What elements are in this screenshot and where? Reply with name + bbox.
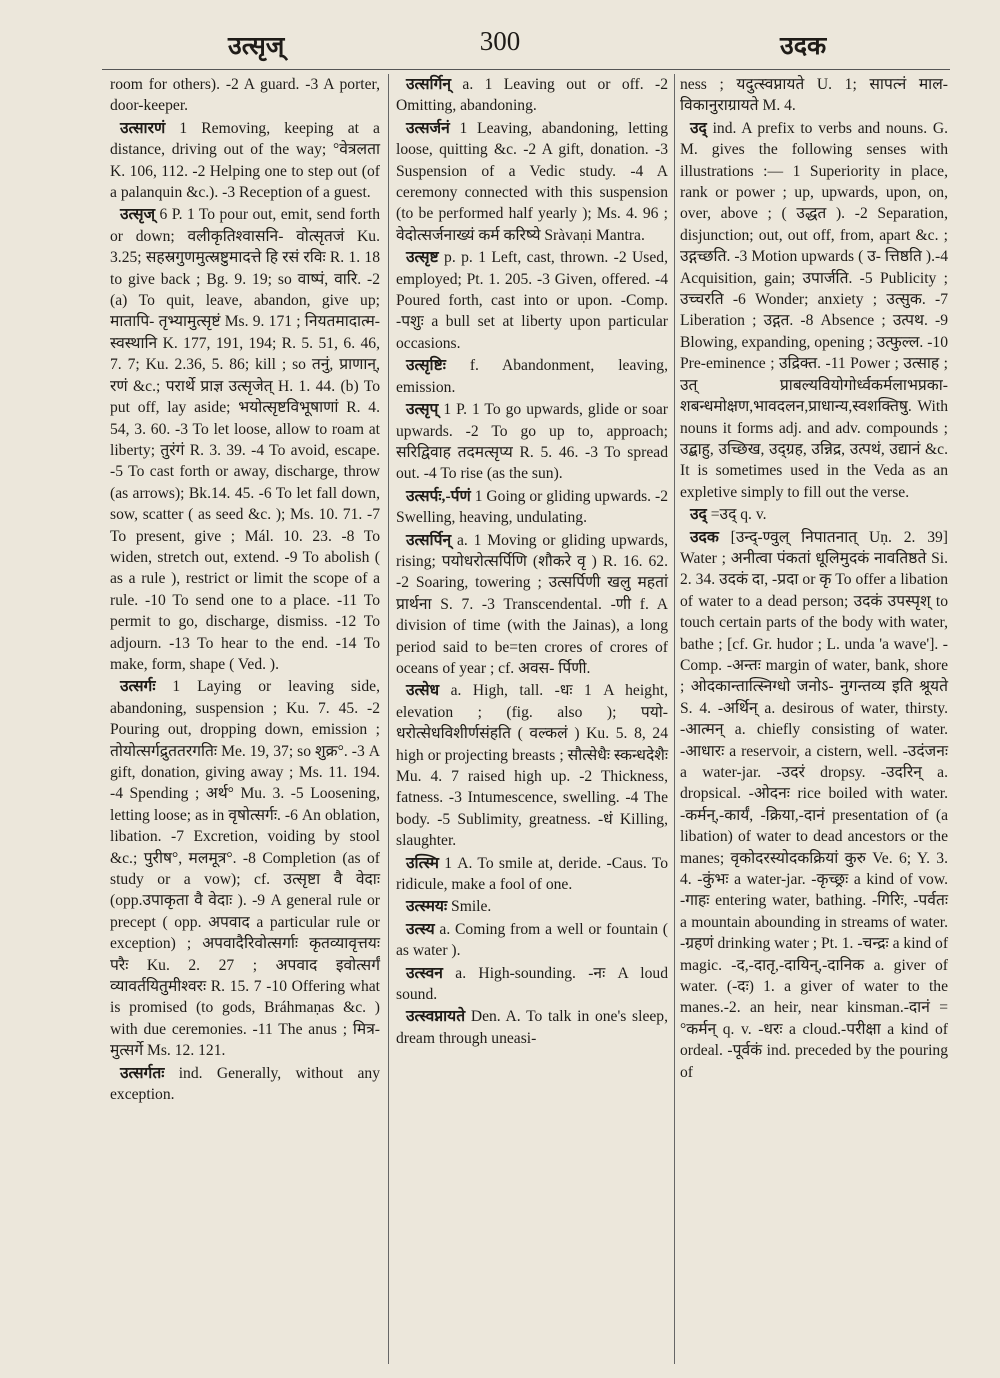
entry-definition: a. High-sounding. -नः A loud sound. bbox=[396, 964, 669, 1004]
entry-headword: उद् bbox=[690, 506, 707, 524]
entry-definition: f. Abandonment, leaving, emission. bbox=[396, 357, 668, 396]
entry-definition: p. p. 1 Left, cast, thrown. -2 Used, employed; Pt. 1. 205. -3 Given, offered. -4 Poured forth, cast into or upon. -Comp. -पशुः a bull set at liberty upon particular occasions. bbox=[396, 249, 668, 352]
entry-definition: room for others). -2 A guard. -3 A porter, door-keeper. bbox=[110, 76, 380, 115]
entry-headword: उत्सारणं bbox=[120, 119, 166, 137]
entry-headword: उत्स्वप्नायते bbox=[406, 1008, 466, 1026]
entry-headword: उत्सृज् bbox=[120, 206, 156, 224]
entry-definition: a. High, tall. -धः 1 A height, elevation ; (fig. also ); पयो- धरोत्सेधविशीर्णसंहति ( वल्कलं ) Ku. 5. 8, 24 high or projecting breasts ; सौत्सेधैः स्कन्धदेशैः Mu. 4. 7 raised high up. -2 Thickness, fatness. -3 Intumescence, swelling. -4 The body. -5 Sublimity, greatness. -धं Killing, slaughter. bbox=[396, 682, 668, 850]
entry-definition: [उन्द्-ण्वुल् निपातनात् Uṇ. 2. 39] Water ; अनीत्वा पंकतां धूलिमुदकं नावतिष्ठते Si. 2. 34. उदकं दा, -प्रदा or कृ To offer a libation of water to a dead person; उदकं उपस्पृश् to touch certain parts of the body with water, bathe ; [cf. Gr. hudor ; L. unda 'a wave']. -Comp. -अन्तः margin of water, bank, shore ; ओदकान्तात्स्निग्धो जनोऽ- नुगन्तव्य इति श्रूयते S. 4. -अर्थिन् a. desirous of water, thirsty. -आत्मन् a. chiefly consisting of water. -आधारः a reservoir, a cistern, well. -उदंजनः a water-jar. -उदरं dropsy. -उदरिन् a. dropsical. -ओदनः rice boiled with water. -कर्मन्,-कार्यं, -क्रिया,-दानं presentation of (a libation) of water to dead ancestors or the manes; वृकोदरस्योदकक्रियां कुरु Ve. 6; Y. 3. 4. -कुंभः a water-jar. -कृच्छ्रः a kind of vow. -गाहः entering water, bathing. -गिरिः, -पर्वतः a mountain abounding in streams of water. -ग्रहणं drinking water ; Pt. 1. -चन्द्रः a kind of magic. -द,-दातृ,-दायिन्,-दानिक a. giver of water. (-दः) 1. a giver of water to the manes.-2. an heir, near kinsman.-दानं = °कर्मन् q. v. -धरः a cloud.-परीक्षा a kind of ordeal. -पूर्वकं ind. preceded by the pouring of bbox=[680, 528, 949, 1081]
dictionary-entry bbox=[396, 963, 668, 1006]
right-running-headword: उदक bbox=[780, 33, 827, 60]
dictionary-entry bbox=[396, 896, 668, 917]
header-rule bbox=[102, 69, 950, 70]
entry-headword: उत्सर्गः bbox=[120, 678, 156, 696]
entry-definition: 1 Leaving, abandoning, letting loose, quitting &c. -2 A gift, donation. -3 Suspension of a Vedic study. -4 A ceremony connected with this suspension (to be performed half yearly ); Ms. 4. 96 ; वेदोत्सर्जनाख्यं कर्म करिष्ये Sràvaṇi Mantra. bbox=[396, 119, 668, 244]
entry-headword: उत्सर्गतः bbox=[120, 1064, 165, 1082]
entry-headword: उद् bbox=[690, 119, 707, 137]
entry-definition: 1 A. To smile at, deride. -Caus. To ridicule, make a fool of one. bbox=[396, 854, 668, 894]
entry-definition: a. 1 Leaving out or off. -2 Omitting, abandoning. bbox=[396, 76, 668, 115]
dictionary-entry bbox=[110, 204, 380, 675]
dictionary-entry bbox=[396, 530, 668, 680]
dictionary-entry bbox=[110, 1063, 380, 1106]
entry-definition: ness ; यदुत्स्वप्नायते U. 1; सापत्नं माल- विकानुराग्रायते M. 4. bbox=[680, 76, 948, 115]
column-3 bbox=[680, 74, 948, 1084]
dictionary-entry bbox=[396, 247, 668, 354]
column-divider bbox=[388, 74, 389, 1364]
entry-definition: 1 P. 1 To go upwards, glide or soar upwards. -2 To go up to, approach; सरिद्विवाह तदमत्सृप्य R. 5. 46. -3 To spread out. -4 To rise (as the sun). bbox=[396, 401, 668, 483]
dictionary-entry bbox=[680, 118, 948, 503]
entry-definition: 1 Going or gliding upwards. -2 Swelling, heaving, undulating. bbox=[396, 487, 668, 527]
dictionary-entry bbox=[396, 853, 668, 896]
entry-definition: ind. A prefix to verbs and nouns. G. M. gives the following senses with illustrations :— 1 Superiority in place, rank or power ; up, upwards, upon, on, over, above ; ( उद्धत ). -2 Separation, disjunction; out, out off, from, apart &c. ; उद्गच्छति. -3 Motion upwards ( उ- त्तिष्ठति ).-4 Acquisition, gain; उपार्जति. -5 Publicity ; उच्चरति -6 Wonder; anxiety ; उत्सुक. -7 Liberation ; उद्गत. -8 Absence ; उत्पथ. -9 Blowing, expanding, opening ; उत्फुल्ल. -10 Pre-eminence ; उद्रिक्त. -11 Power ; उत्साह ; उत् प्राबल्यवियोगोर्ध्वकर्मलाभप्रका- शबन्धमोक्षण,भावदलन,प्राधान्य,स्वशक्तिषु. With nouns it forms adj. and adv. compounds ; उद्बाहु, उच्छिख, उद्ग्रह, उन्निद्र, उत्पथं, उद्यानं &c. It is sometimes used in the Veda as an expletive simply to fill out the verse. bbox=[680, 119, 948, 501]
entry-headword: उत्सर्गिन् bbox=[406, 76, 452, 93]
entry-headword: उत्स्मि bbox=[406, 854, 439, 872]
entry-definition: ind. Generally, without any exception. bbox=[110, 1064, 381, 1104]
column-divider bbox=[674, 74, 675, 1364]
dictionary-entry bbox=[396, 399, 668, 485]
entry-headword: उत्स्वन bbox=[406, 964, 443, 982]
entry-headword: उत्स्य bbox=[406, 920, 435, 938]
column-2 bbox=[396, 74, 668, 1050]
dictionary-entry bbox=[396, 680, 668, 851]
entry-definition: 1 Removing, keeping at a distance, driving out of the way; °वेत्रलता K. 106, 112. -2 Helping one to step out (of a palanquin &c.). -3 Reception of a guest. bbox=[110, 119, 380, 202]
entry-definition: =उद् q. v. bbox=[710, 506, 767, 524]
entry-definition: a. 1 Moving or gliding upwards, rising; पयोधरोत्सर्पिणि (शौकरे वृ ) R. 16. 62. -2 Soaring, towering ; उत्सर्पिणी खलु महतां प्रार्थना S. 7. -3 Transcendental. -णी f. A division of time (with the Jainas), a long period said to be=ten crores of crores of oceans of year ; cf. अवस- र्पिणी. bbox=[396, 531, 668, 677]
dictionary-entry bbox=[680, 504, 948, 525]
dictionary-entry bbox=[680, 527, 948, 1084]
dictionary-entry bbox=[396, 355, 668, 398]
entry-headword: उत्सृप् bbox=[406, 401, 439, 419]
dictionary-entry bbox=[396, 74, 668, 117]
dictionary-entry bbox=[110, 118, 380, 204]
entry-definition: a. Coming from a well or fountain ( as water ). bbox=[396, 920, 669, 960]
entry-headword: उत्सेध bbox=[406, 682, 440, 700]
entry-headword: उत्सर्पिन् bbox=[406, 531, 452, 549]
entry-headword: उत्सृष्ट bbox=[406, 249, 439, 267]
entry-definition: 6 P. 1 To pour out, emit, send forth or down; वलीकृतिश्वासनि- वोत्सृतजं Ku. 3.25; सहस्रगुणमुत्स्रष्टुमादत्ते हि रसं रविः R. 1. 18 to give back ; Bg. 9. 19; so वाष्पं, वारि. -2 (a) To quit, leave, abandon, give up; मातापि- तृभ्यामुत्सृष्टं Ms. 9. 171 ; नियतमादात्म- स्वस्थानि K. 177, 191, 194; R. 5. 51, 6. 46, 7. 7; Ku. 2.36, 5. 86; kill ; so तनुं, प्राणान्, रणं &c.; परार्थे प्राज्ञ उत्सृजेत् H. 1. 44. (b) To put off, lay aside; भयोत्सृष्टविभूषाणां R. 4. 54, 3. 60. -3 To let loose, allow to roam at liberty; तुरंगं R. 3. 39. -4 To avoid, escape. -5 To cast forth or away, discharge, throw (as arrows); Bk.14. 45. -6 To let fall down, sow, scatter ( as seed &c. ); Ms. 10. 71. -7 To present, give ; Mál. 10. 23. -8 To widen, stretch out, extend. -9 To abolish ( as a rule ), restrict or limit the scope of a rule. -10 To send one to a place. -11 To permit to go, discharge, dismiss. -12 To adjourn. -13 To hear to the end. -14 To make, form, shape ( Ved. ). bbox=[110, 206, 380, 673]
dictionary-entry bbox=[396, 118, 668, 246]
entry-headword: उदक bbox=[690, 528, 719, 546]
entry-headword: उत्सर्पः,-र्पणं bbox=[406, 487, 471, 505]
left-running-headword: उत्सृज् bbox=[228, 33, 285, 60]
dictionary-entry bbox=[396, 486, 668, 529]
entry-headword: उत्सर्जनं bbox=[406, 119, 450, 137]
dictionary-entry bbox=[110, 74, 380, 117]
dictionary-entry bbox=[396, 919, 668, 962]
page-number: 300 bbox=[479, 26, 521, 56]
dictionary-entry bbox=[396, 1006, 668, 1049]
dictionary-entry bbox=[110, 676, 380, 1061]
entry-headword: उत्स्मयः bbox=[406, 898, 448, 916]
entry-definition: 1 Laying or leaving side, abandoning, suspension ; Ku. 7. 45. -2 Pouring out, dropping down, emission ; तोयोत्सर्गद्रुततरगतिः Me. 19, 37; so शुक्र°. -3 A gift, donation, giving away ; Ms. 11. 194. -4 Spending ; अर्थ° Mu. 3. -5 Loosening, letting loose; as in वृषोत्सर्गः. -6 An oblation, libation. -7 Excretion, voiding by stool &c.; पुरीष°, मलमूत्र°. -8 Completion (as of study or a vow); cf. उत्सृष्टा वै वेदाः (opp.उपाकृता वै वेदाः ). -9 A general rule or precept ( opp. अपवाद a particular rule or exception) ; अपवादैरिवोत्सर्गाः कृतव्यावृत्तयः परैः Ku. 2. 27 ; अपवाद इवोत्सर्गं व्यावर्तयितुमीश्वरः R. 15. 7 -10 Offering what is promised (to gods, Bráhmaṇas &c. ) with due ceremonies. -11 The anus ; मित्र- मुत्सर्गे Ms. 12. 121. bbox=[110, 678, 380, 1060]
page-header bbox=[0, 26, 1000, 66]
dictionary-entry bbox=[680, 74, 948, 117]
entry-definition: Smile. bbox=[451, 898, 492, 916]
column-1 bbox=[110, 74, 380, 1107]
entry-headword: उत्सृष्टिः bbox=[406, 357, 446, 375]
entry-definition: Den. A. To talk in one's sleep, dream through uneasi- bbox=[396, 1008, 668, 1047]
